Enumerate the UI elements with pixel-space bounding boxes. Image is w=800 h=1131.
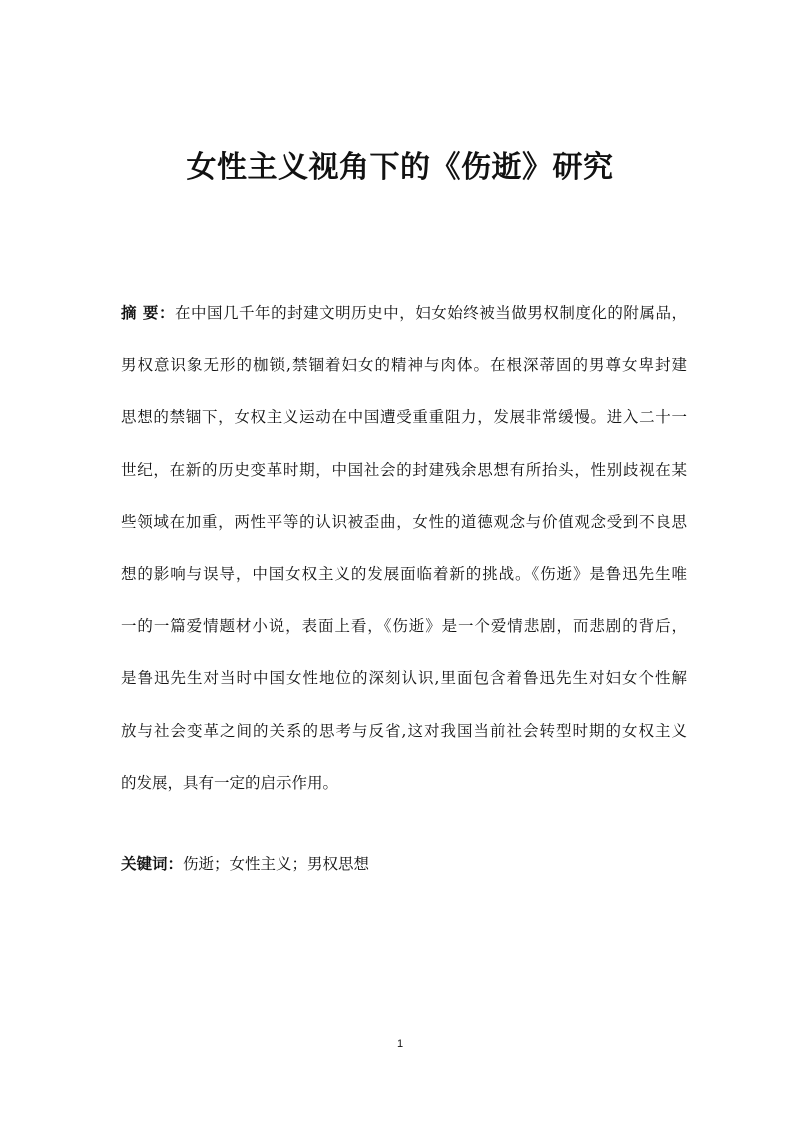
abstract-line: 放与社会变革之间的关系的思考与反省,这对我国当前社会转型时期的女权主义 <box>121 721 687 740</box>
abstract-line: 想的影响与误导，中国女权主义的发展面临着新的挑战。《伤逝》是鲁迅先生唯 <box>121 564 687 583</box>
page-title: 女性主义视角下的《伤逝》研究 <box>186 150 614 185</box>
page-number: 1 <box>396 1038 404 1050</box>
abstract-line <box>121 293 687 345</box>
abstract-line: 些领域在加重，两性平等的认识被歪曲，女性的道德观念与价值观念受到不良思 <box>121 512 687 531</box>
keywords-section <box>121 846 369 882</box>
abstract-line: 一的一篇爱情题材小说，表面上看，《伤逝》是一个爱情悲剧，而悲剧的背后， <box>121 617 687 636</box>
keywords-text: 伤逝；女性主义；男权思想 <box>183 855 370 873</box>
abstract-label: 摘 要： <box>121 304 175 322</box>
abstract-line: 思想的禁锢下，女权主义运动在中国遭受重重阻力，发展非常缓慢。进入二十一 <box>121 408 687 427</box>
abstract-line-text: 在中国几千年的封建文明历史中，妇女始终被当做男权制度化的附属品， <box>174 304 687 322</box>
abstract-line: 的发展，具有一定的启示作用。 <box>121 773 339 792</box>
abstract-line: 世纪，在新的历史变革时期，中国社会的封建残余思想有所抬头，性别歧视在某 <box>121 460 687 479</box>
keywords-label: 关键词： <box>121 855 184 873</box>
abstract-section <box>121 293 687 815</box>
abstract-line: 男权意识象无形的枷锁,禁锢着妇女的精神与肉体。在根深蒂固的男尊女卑封建 <box>121 356 687 375</box>
abstract-line: 是鲁迅先生对当时中国女性地位的深刻认识,里面包含着鲁迅先生对妇女个性解 <box>121 669 687 688</box>
